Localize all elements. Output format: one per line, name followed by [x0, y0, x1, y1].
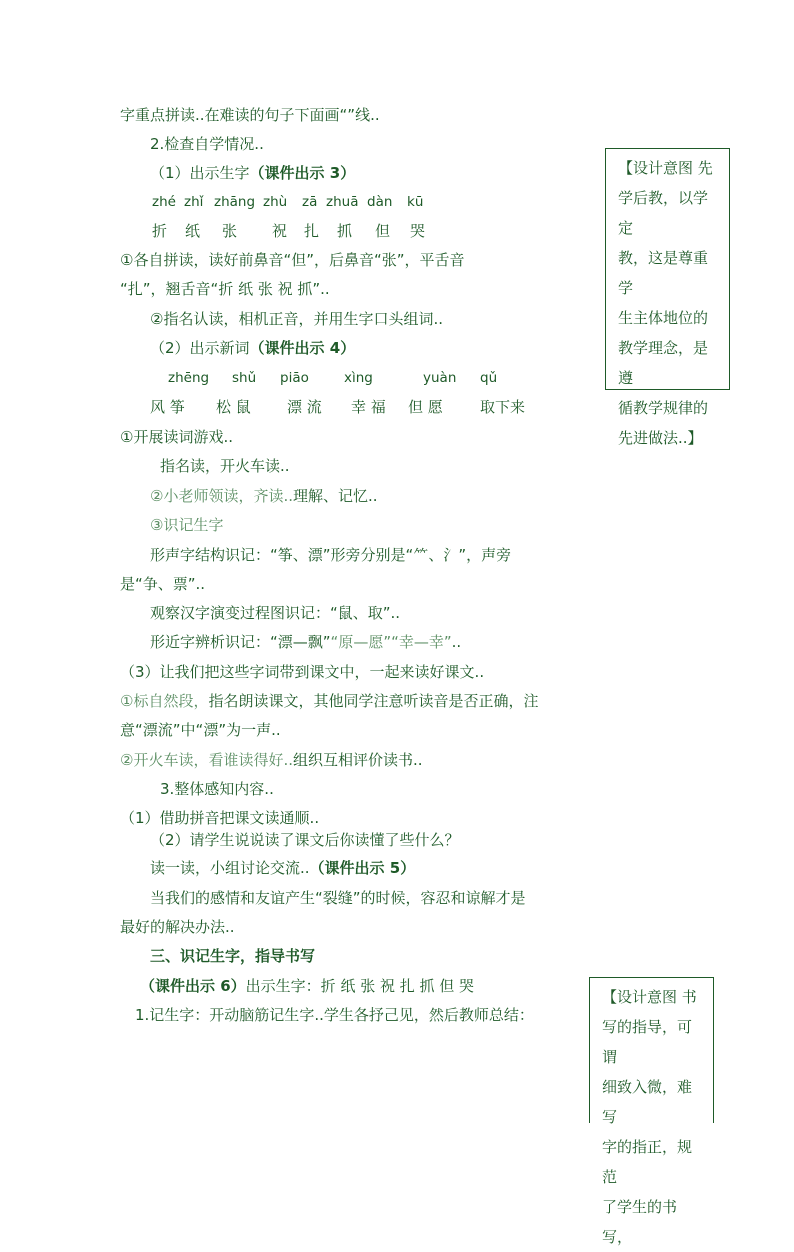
text-segment: ..	[451, 633, 462, 651]
text-line	[120, 750, 423, 770]
text-segment: 指名朗读课文，其他同学注意听读音是否正确，注	[208, 692, 539, 710]
text-line: 当我们的感情和友谊产生“裂缝”的时候，容忍和谅解才是	[150, 889, 526, 907]
pinyin: zhé	[152, 194, 176, 210]
text-segment: “原—愿”“幸—幸”	[330, 633, 452, 651]
box-line: 字的指正，规范	[602, 1138, 693, 1186]
text-line: 观察汉字演变过程图识记：“鼠、取”..	[150, 604, 401, 622]
text-segment: ①标自然段，	[120, 692, 209, 710]
text-line: 意“漂流”中“漂”为一声..	[120, 721, 281, 739]
character: 祝	[272, 222, 288, 240]
word: 松 鼠	[216, 398, 251, 416]
box-line: 【设计意图 书	[602, 988, 697, 1006]
word: 取下来	[480, 398, 526, 416]
box-line: 教学理念，是遵	[618, 339, 709, 387]
word: 幸 福	[351, 398, 386, 416]
pinyin: piāo	[280, 370, 309, 386]
text-segment: （2）出示新词	[150, 339, 250, 357]
pinyin: shǔ	[232, 370, 257, 386]
text-segment: （1）出示生字	[150, 164, 250, 182]
pinyin: dàn	[367, 194, 393, 210]
box-line: 了学生的书写，	[602, 1198, 678, 1246]
box-line: 循教学规律的	[618, 399, 709, 417]
text-line: 1.记生字：开动脑筋记生字..学生各抒己见，然后教师总结：	[135, 1006, 534, 1024]
text-line: “扎”，翘舌音“折 纸 张 祝 抓”..	[120, 280, 330, 298]
text-line	[150, 486, 378, 506]
text-line: 2.检查自学情况..	[150, 135, 264, 153]
text-line	[150, 163, 355, 183]
text-line: ②指名认读，相机正音，并用生字口头组词..	[150, 310, 443, 328]
box-line: 写的指导，可谓	[602, 1018, 693, 1066]
character: 抓	[337, 222, 353, 240]
box-line: 【设计意图 先	[618, 159, 713, 177]
character: 但	[375, 222, 391, 240]
pinyin: zhù	[263, 194, 288, 210]
pinyin: qǔ	[480, 370, 498, 386]
word: 但 愿	[408, 398, 443, 416]
text-line: ③识记生字	[150, 516, 224, 534]
box-line: 先进做法..】	[618, 429, 703, 447]
courseware-tag: （课件出示 6）	[140, 977, 246, 995]
pinyin: yuàn	[423, 370, 457, 386]
box-line: 教，这是尊重学	[618, 249, 709, 297]
design-intent-box	[589, 977, 714, 1246]
pinyin: zhāng	[214, 194, 256, 210]
design-intent-box	[605, 148, 730, 447]
character: 哭	[410, 222, 426, 240]
section-heading: 三、识记生字，指导书写	[150, 947, 316, 965]
text-line	[150, 338, 355, 358]
text-line: 最好的解决办法..	[120, 918, 235, 936]
text-line: 指名读，开火车读..	[160, 457, 290, 475]
pinyin: zhǐ	[184, 194, 204, 210]
box-line: 生主体地位的	[618, 309, 709, 327]
text-line: 字重点拼读..在难读的句子下面画“”线..	[120, 106, 380, 124]
text-line: （3）让我们把这些字词带到课文中，一起来读好课文..	[120, 663, 485, 681]
text-line	[140, 976, 474, 996]
text-line: （1）借助拼音把课文读通顺..	[120, 809, 320, 827]
text-segment: 组织互相评价读书..	[293, 751, 423, 769]
text-segment: ②开火车读，看谁读得好..	[120, 751, 293, 769]
text-line: （2）请学生说说读了课文后你读懂了些什么？	[150, 831, 460, 849]
word: 漂 流	[287, 398, 322, 416]
box-line: 细致入微，难写	[602, 1078, 693, 1126]
courseware-tag: （课件出示 3）	[249, 164, 356, 182]
text-segment: 形近字辨析识记：“漂—飘”	[150, 633, 331, 651]
word: 风 筝	[150, 398, 185, 416]
courseware-tag: （课件出示 5）	[309, 859, 416, 877]
character: 张	[222, 222, 238, 240]
text-segment: 理解、记忆..	[292, 487, 378, 505]
character: 扎	[304, 222, 320, 240]
text-line: 3.整体感知内容..	[160, 780, 274, 798]
text-line	[120, 691, 538, 711]
text-line: 是“争、票”..	[120, 575, 206, 593]
text-segment: 出示生字：折 纸 张 祝 扎 抓 但 哭	[245, 977, 475, 995]
text-line: 形声字结构识记：“筝、漂”形旁分别是“⺮、氵”，声旁	[150, 546, 512, 564]
pinyin: xìng	[344, 370, 373, 386]
pinyin: zā	[302, 194, 318, 210]
courseware-tag: （课件出示 4）	[249, 339, 356, 357]
text-segment: 读一读，小组讨论交流..	[150, 859, 310, 877]
text-line: ①开展读词游戏..	[120, 428, 233, 446]
text-line	[150, 858, 415, 878]
character: 折	[152, 222, 168, 240]
pinyin: zhuā	[326, 194, 359, 210]
pinyin: zhēng	[168, 370, 210, 386]
text-line: ①各自拼读，读好前鼻音“但”，后鼻音“张”，平舌音	[120, 251, 465, 269]
character: 纸	[185, 222, 201, 240]
text-line	[150, 632, 461, 652]
text-segment: ②小老师领读，齐读..	[150, 487, 293, 505]
pinyin: kū	[407, 194, 424, 210]
box-line: 学后教，以学定	[618, 189, 709, 237]
